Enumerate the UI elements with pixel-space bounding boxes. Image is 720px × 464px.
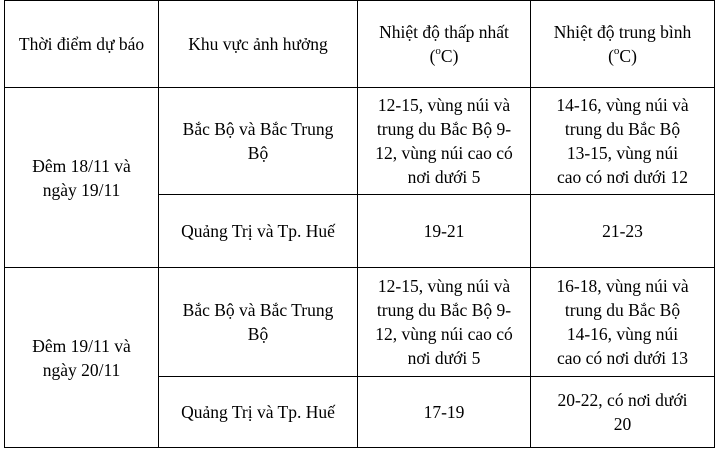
min-temp-cell: 19-21 [358, 195, 531, 268]
min-temp-cell: 12-15, vùng núi và trung du Bắc Bộ 9- 12, vùng núi cao có nơi dưới 5 [358, 268, 531, 377]
header-avg-temp-unit: ($^o$C) [608, 45, 637, 66]
avg-temp-cell: 21-23 [531, 195, 715, 268]
avg-temp-cell: 20-22, có nơi dưới 20 [531, 377, 715, 448]
region-cell: Bắc Bộ và Bắc Trung Bộ [159, 88, 358, 195]
forecast-table [4, 0, 715, 448]
forecast-time-cell: Đêm 19/11 và ngày 20/11 [5, 268, 159, 448]
table-row [5, 268, 715, 377]
header-avg-temp [531, 1, 715, 88]
min-temp-cell: 17-19 [358, 377, 531, 448]
region-cell: Bắc Bộ và Bắc Trung Bộ [159, 268, 358, 377]
header-min-temp [358, 1, 531, 88]
header-avg-temp-label: Nhiệt độ trung bình [553, 22, 692, 42]
avg-temp-cell: 16-18, vùng núi và trung du Bắc Bộ 14-16, vùng núi cao có nơi dưới 13 [531, 268, 715, 377]
header-min-temp-label: Nhiệt độ thấp nhất [379, 22, 509, 42]
region-cell: Quảng Trị và Tp. Huế [159, 377, 358, 448]
header-min-temp-unit: ($^o$C) [429, 45, 459, 66]
header-region: Khu vực ảnh hưởng [159, 1, 358, 88]
header-row [5, 1, 715, 88]
min-temp-cell: 12-15, vùng núi và trung du Bắc Bộ 9- 12, vùng núi cao có nơi dưới 5 [358, 88, 531, 195]
region-cell: Quảng Trị và Tp. Huế [159, 195, 358, 268]
header-time: Thời điểm dự báo [5, 1, 159, 88]
table-row [5, 88, 715, 195]
forecast-time-cell: Đêm 18/11 và ngày 19/11 [5, 88, 159, 268]
avg-temp-cell: 14-16, vùng núi và trung du Bắc Bộ 13-15, vùng núi cao có nơi dưới 12 [531, 88, 715, 195]
